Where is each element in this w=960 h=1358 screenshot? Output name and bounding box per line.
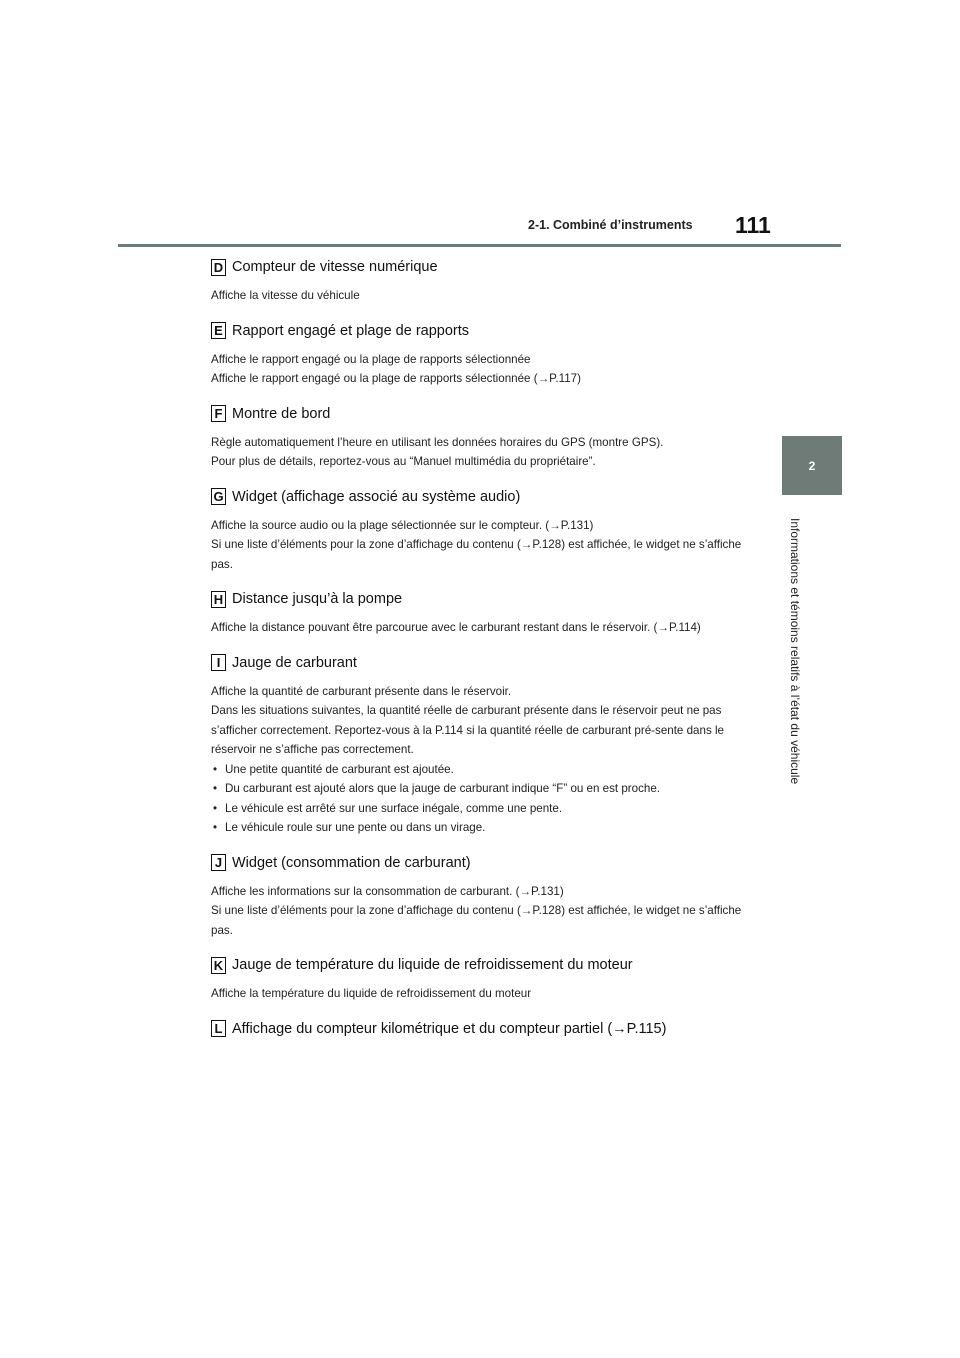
body-text: Affiche la température du liquide de refroidissement du moteur [211,987,532,1000]
callout-section-k [211,954,751,1004]
callout-letter-box: L [211,1020,226,1037]
list-item [211,818,751,838]
section-header: 2-1. Combiné d’instruments [528,218,693,232]
chapter-title: Informations et témoins relatifs à l’état du véhicule [788,518,802,785]
callout-letter-box: F [211,405,226,422]
section-title: Widget (affichage associé au système audio) [232,488,521,505]
section-title: Distance jusqu’à la pompe [232,591,403,607]
section-title: Rapport engagé et plage de rapports [232,322,470,339]
body-text: Affiche la distance pouvant être parcourue avec le carburant restant dans le réservoir. (→P.114) [211,621,701,634]
callout-letter-box: J [211,854,226,871]
section-heading [211,1018,751,1040]
callout-letter-box: E [211,322,226,339]
section-heading [211,954,751,976]
body-text: Affiche le rapport engagé ou la plage de rapports sélectionnée [211,352,531,366]
section-title: Affichage du compteur kilométrique et du compteur partiel (→P.115) [232,1020,667,1037]
body-text: Pour plus de détails, reportez-vous au “Manuel multimédia du propriétaire”. [211,455,596,468]
body-text: Affiche la quantité de carburant présente dans le réservoir. [211,684,512,698]
callout-section-g [211,486,751,575]
callout-section-l [211,1018,751,1040]
body-text: Dans les situations suivantes, la quantité réelle de carburant présente dans le réservoir peut ne pas s’afficher correctement. Reportez-vous à la P.114 si la quantité réelle de carburant pré-sente dans le réservoir ne s’affiche pas correctement. [211,704,724,756]
list-item-text: Le véhicule est arrêté sur une surface inégale, comme une pente. [225,801,563,815]
page-number: 111 [735,212,771,238]
list-item [211,799,751,819]
bullet-icon: • [213,782,218,795]
callout-section-f [211,403,751,472]
callout-letter-box: H [211,591,226,608]
list-item [211,760,751,780]
body-text: Affiche le rapport engagé ou la plage de rapports sélectionnée (→P.117) [211,372,581,385]
body-text: Si une liste d’éléments pour la zone d’affichage du contenu (→P.128) est affichée, le widget ne s’affiche pas. [211,538,742,571]
body-text: Affiche les informations sur la consommation de carburant. (→P.131) [211,884,564,898]
callout-section-i [211,652,751,838]
callout-letter-box: D [211,259,226,276]
body-text: Si une liste d’éléments pour la zone d’affichage du contenu (→P.128) est affichée, le widget ne s’affiche pas. [211,904,742,937]
callout-section-d [211,256,751,306]
section-title: Widget (consommation de carburant) [232,854,471,871]
list-item-text: Le véhicule roule sur une pente ou dans un virage. [225,821,486,834]
bullet-icon: • [213,762,218,776]
bullet-list [211,760,751,838]
list-item-text: Du carburant est ajouté alors que la jauge de carburant indique “F” ou en est proche. [225,782,661,795]
body-text: Affiche la source audio ou la plage sélectionnée sur le compteur. (→P.131) [211,518,594,532]
section-heading [211,486,751,508]
section-heading [211,852,751,874]
body-text: Règle automatiquement l’heure en utilisant les données horaires du GPS (montre GPS). [211,435,664,449]
section-title: Compteur de vitesse numérique [232,259,438,275]
section-heading [211,588,751,610]
section-title: Montre de bord [232,405,331,422]
callout-section-e [211,320,751,389]
section-heading [211,652,751,674]
section-title: Jauge de carburant [232,654,357,671]
chapter-tab [782,436,842,495]
callout-letter-box: K [211,957,226,974]
section-heading [211,320,751,342]
section-heading [211,256,751,278]
callout-letter-box: I [211,654,226,671]
callout-section-h [211,588,751,638]
header-divider [118,244,841,247]
bullet-icon: • [213,821,218,834]
body-text: Affiche la vitesse du véhicule [211,289,360,302]
bullet-icon: • [213,801,218,815]
callout-letter-box: G [211,488,226,505]
section-heading [211,403,751,425]
section-title: Jauge de température du liquide de refroidissement du moteur [232,957,633,973]
list-item [211,779,751,799]
list-item-text: Une petite quantité de carburant est ajoutée. [225,762,454,776]
chapter-number: 2 [808,458,816,473]
callout-section-j [211,852,751,941]
page-content [211,256,751,1054]
